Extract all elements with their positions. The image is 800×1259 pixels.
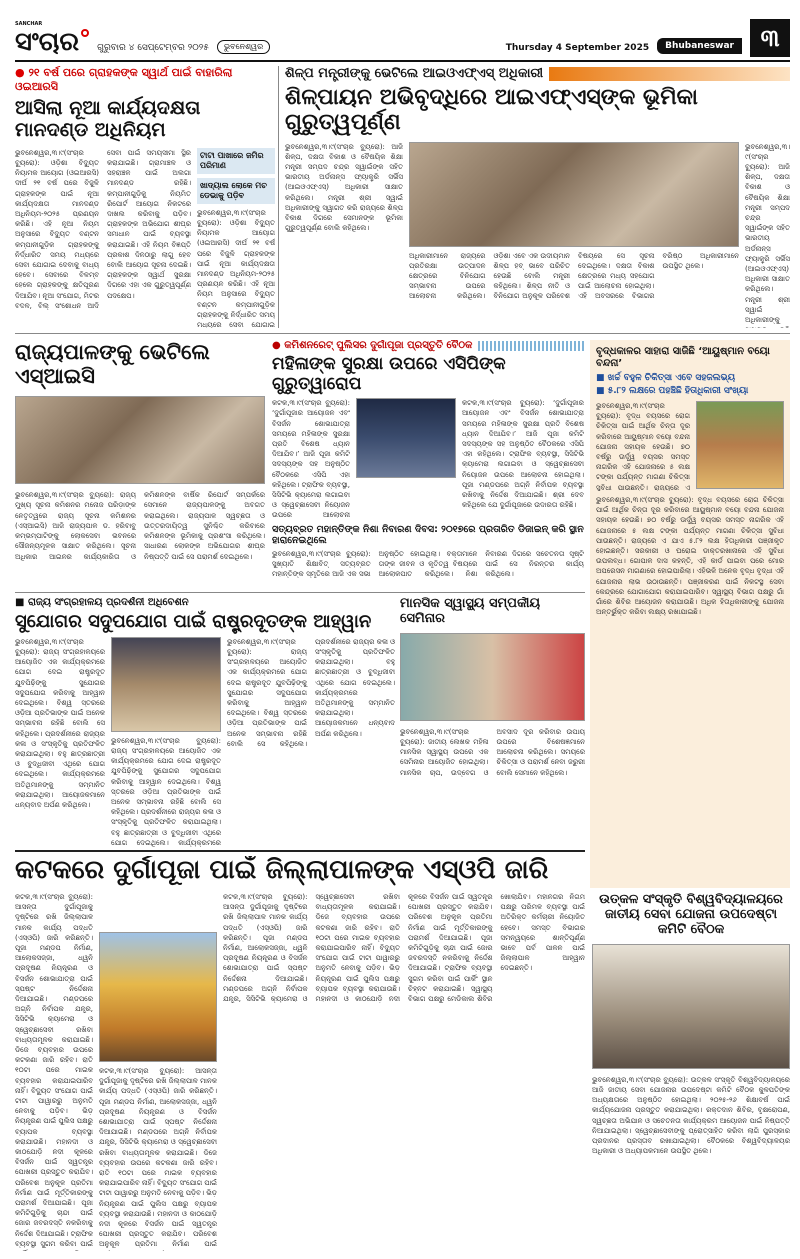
article-content: [285, 142, 790, 328]
article-headline: ସୁଯୋଗର ସଦୁପଯୋଗ ପାଇଁ ରାଷ୍ଟ୍ରଦୂତଙ୍କ ଆହ୍ୱାନ: [15, 611, 372, 632]
article-headline: ମାନସିକ ସ୍ୱାସ୍ଥ୍ୟ ସମ୍ପର୍କୀୟ ସେମିନାର: [400, 597, 541, 626]
article-headline: ଉତ୍କଳ ସଂସ୍କୃତି ବିଶ୍ୱବିଦ୍ୟାଳୟରେ ଜାତୀୟ ସେବା ଯୋଜନା ଉପଦେଷ୍ଟା କମିଟି ବୈଠକ: [599, 893, 783, 937]
article-efficiency-standards: [15, 66, 275, 328]
article-headline: ବୃଦ୍ଧକାଳର ସାହାରା ସାଜିଛି ‘ଆୟୁଷ୍ମାନ ବୟୋ ବନ୍ଦନା’: [596, 346, 770, 369]
article-body: ଭୁବନେଶ୍ୱର,୩।୯(ସଂଚାର ବ୍ୟୁରୋ): ବୃଦ୍ଧ ବୟସରେ ରୋଗ ଚିକିତ୍ସା ପାଇଁ ଆର୍ଥିକ ଚିନ୍ତା ଦୂର କରିବାରେ ଆୟୁଷ୍ମାନ ବୟୋ ବନ୍ଦନା ଯୋଜନା ସହାୟକ ହେଉଛି। ୭୦ ବର୍ଷରୁ ଊର୍ଦ୍ଧ୍ୱ ବୟସର ସମସ୍ତ ନାଗରିକ ଏହି ଯୋଜନାରେ ୫ ଲକ୍ଷ ଟଙ୍କା ପର୍ଯ୍ୟନ୍ତ ମାଗଣା ଚିକିତ୍ସା ସୁବିଧା ପାଉଛନ୍ତି। ରାଜ୍ୟରେ ଏ: [596, 402, 690, 491]
side-note-1: ଟାଟା ପାଖାରେ ଜମିର ପରିମାଣ: [197, 148, 275, 174]
article-acp-safety: [272, 340, 584, 590]
article-durga-puja-sop: [15, 856, 585, 1251]
article-body: ଭୁବନେଶ୍ୱର,୩।୯(ସଂଚାର ବ୍ୟୁରୋ): ଉତ୍କଳ ସଂସ୍କୃତି ବିଶ୍ୱବିଦ୍ୟାଳୟରେ ଆଜି ଜାତୀୟ ସେବା ଯୋଜନାର ଉପଦେଷ୍ଟା କମିଟି ବୈଠକ କୁଳପତିଙ୍କ ଅଧ୍ୟକ୍ଷତାରେ ଅନୁଷ୍ଠିତ ହୋଇଥିଲା। ୨୦୨୫-୨୬ ଶିକ୍ଷାବର୍ଷ ପାଇଁ କାର୍ଯ୍ୟଯୋଜନା ପ୍ରସ୍ତୁତ କରାଯାଇଥିଲା। ରକ୍ତଦାନ ଶିବିର, ବୃକ୍ଷରୋପଣ, ସ୍ୱଚ୍ଛତା ଅଭିଯାନ ଓ ସଚେତନତା କାର୍ଯ୍ୟକ୍ରମ ଆୟୋଜନ ପାଇଁ ନିଷ୍ପତ୍ତି ନିଆଯାଇଥିଲା। ସ୍ୱେଚ୍ଛାସେବୀଙ୍କୁ ପ୍ରୋତ୍ସାହିତ କରିବା ଲାଗି ପୁରସ୍କାର ପ୍ରଦାନର ପ୍ରସ୍ତାବ ରଖାଯାଇଥିଲା। ବୈଠକରେ ବିଶ୍ୱବିଦ୍ୟାଳୟର ଅଧିକାରୀ ଓ ଅଧ୍ୟାପକମାନେ ଉପସ୍ଥିତ ଥିଲେ।: [592, 1075, 790, 1156]
row-divider: [15, 333, 790, 334]
article-mental-health: [400, 597, 585, 847]
side-note-2: ଖାଦ୍ୟାଲ ଲୋକେ ମଚ ଡେଭାକୁ ପଡ଼ିବ: [197, 178, 275, 204]
seminar-photo: [400, 633, 585, 721]
award-photo: [111, 637, 221, 732]
bullet-point: ■ ଖର୍ଚ୍ଚ ବହୁଳ ଚିକିତ୍ସା ଏବେ ସହଜଲଭ୍ୟ: [596, 373, 736, 383]
article-body-right-col: ଭୁବନେଶ୍ୱର,୩।୯(ସଂଚାର ବ୍ୟୁରୋ): ଆଜି ଶିଳ୍ପ, ଦକ୍ଷତା ବିକାଶ ଓ ବୈଷୟିକ ଶିକ୍ଷା ମନ୍ତ୍ରୀ ସମ୍ପଦ ଚନ୍ଦ୍ର ସ୍ୱାଇଁଙ୍କ ସହିତ ଭାରତୀୟ ଅର୍ଡନାନ୍ସ ଫ୍ୟାକ୍ଟ୍ରି ସର୍ଭିସ (ଆଇଓଏଫ୍‌ଏସ୍) ଅଧିକାରୀ ସାକ୍ଷାତ କରିଥିଲେ। ମନ୍ତ୍ରୀ ଶ୍ରୀ ସ୍ୱାଇଁ ଅଧିକାରୀଙ୍କୁ: [745, 142, 790, 325]
article-body-cont: କଟକ,୩।୯(ସଂଚାର ବ୍ୟୁରୋ): ‘ଦୁର୍ଗାପୂଜାର ଆୟୋଜନ ଏବଂ ବିସର୍ଜନ ଶୋଭାଯାତ୍ରା ସମୟରେ ମହିଳାଙ୍କ ସୁରକ୍ଷା ପ୍ରତି ବିଶେଷ ଧ୍ୟାନ ଦିଆଯିବ।’ ଆଜି ପୂଜା କମିଟି ସଦସ୍ୟଙ୍କ ସହ ଅନୁଷ୍ଠିତ ବୈଠକରେ ଏସିପି ଏହା କହିଥିଲେ। ଟ୍ରାଫିକ ବ୍ୟବସ୍ଥା, ସିସିଟିଭି କ୍ୟାମେରା ଲଗାଇବା ଓ ସ୍ୱେଚ୍ଛାସେବୀ ନିୟୋଜନ ଉପରେ ଆଲୋଚନା ହୋଇଥିଲା। ପୂଜା ମଣ୍ଡପରେ ଅଗ୍ନି ନିର୍ବାପକ ବ୍ୟବସ୍ଥା ରଖିବାକୁ ନିର୍ଦ୍ଦେଶ ଦିଆଯାଇଛି। ଶ୍ରୀ ଦେବ କହିଥିଲେ ଯେ ଦୁର୍ଗାପୂଜାରେ ଉଦାରତା ରହିଛି।: [462, 399, 584, 510]
article-body-cont2: କଟକ,୩।୯(ସଂଚାର ବ୍ୟୁରୋ): ଆସନ୍ତା ଦୁର୍ଗାପୂଜାକୁ ଦୃଷ୍ଟିରେ ରଖି ଜିଲ୍ଲାପାଳ ମାନକ କାର୍ଯ୍ୟ ପଦ୍ଧତି (ଏସ୍‌ଓପି) ଜାରି କରିଛନ୍ତି। ପୂଜା ମଣ୍ଡପ ନିର୍ମାଣ, ଆଲୋକସଜ୍ଜା, ଧ୍ୱନି ପ୍ରଦୂଷଣ ନିୟନ୍ତ୍ରଣ ଓ ବିସର୍ଜନ ଶୋଭାଯାତ୍ରା ପାଇଁ ସ୍ପଷ୍ଟ ନିର୍ଦ୍ଦେଶନା ଦିଆଯାଇଛି। ମଣ୍ଡପରେ ଅଗ୍ନି ନିର୍ବାପକ ଯନ୍ତ୍ର, ସିସିଟିଭି କ୍ୟାମେରା ଓ ସ୍ୱେଚ୍ଛାସେବୀ ରଖିବା ବାଧ୍ୟତାମୂଳକ କରାଯାଇଛି। ଡିଜେ ବ୍ୟବହାର ଉପରେ କଟକଣା ଜାରି ରହିବ। ରାତି ୧୦ଟା ପରେ ମାଇକ ବ୍ୟବହାର କରାଯାଇପାରିବ ନାହିଁ। ବିଦ୍ୟୁତ ସଂଯୋଗ ପାଇଁ ଟାଟା ପାୱାରରୁ ଅନୁମତି ନେବାକୁ ପଡ଼ିବ। ଭିଡ଼ ନିୟନ୍ତ୍ରଣ ପାଇଁ ପୁଲିସ ପକ୍ଷରୁ ବ୍ୟାପକ ବ୍ୟବସ୍ଥା କରାଯାଉଛି। ମହାନଦୀ ଓ କାଠଯୋଡ଼ି ନଦୀ କୂଳରେ ବିସର୍ଜନ ପାଇଁ ସ୍ୱତନ୍ତ୍ର ପୋଖରୀ ପ୍ରସ୍ତୁତ କରାଯିବ। ପରିବେଶ ଅନୁକୂଳ ପ୍ରତିମା ନିର୍ମାଣ ପାଇଁ ମୂର୍ତ୍ତିକାରଙ୍କୁ ପରାମର୍ଶ ଦିଆଯାଇଛି। ପୂଜା କମିଟିଗୁଡ଼ିକୁ ଚାନ୍ଦା ପାଇଁ ଜୋର ଜବରଦସ୍ତି ନକରିବାକୁ ନିର୍ଦ୍ଦେଶ ଦିଆଯାଇଛି। ଟ୍ରାଫିକ ବ୍ୟବସ୍ଥା ସୁଗମ କରିବା ପାଇଁ ପାର୍କିଂ ସ୍ଥାନ ଚିହ୍ନଟ କରାଯାଇଛି। ସ୍ୱାସ୍ଥ୍ୟ ବିଭାଗ ପକ୍ଷରୁ ମେଡିକାଲ ଶିବିର ଖୋଲାଯିବ। ମହାନଗର ନିଗମ ପକ୍ଷରୁ ପରିମଳ ବ୍ୟବସ୍ଥା ପାଇଁ ଅତିରିକ୍ତ କର୍ମଚାରୀ ନିୟୋଜିତ ହେବେ। ସମସ୍ତ ବିଭାଗର ସମନ୍ୱୟରେ ଶାନ୍ତିପୂର୍ଣ୍ଣ ଭାବେ ପର୍ବ ପାଳନ ପାଇଁ ଜିଲ୍ଲାପାଳ ଆହ୍ୱାନ ଦେଇଛନ୍ତି।: [223, 892, 585, 1003]
sub-article-body: ଭୁବନେଶ୍ୱର,୩।୯(ସଂଚାର ବ୍ୟୁରୋ): ସୁଖ୍ୟାତି ଶିକ୍ଷାବିତ୍ ସତ୍ୟବ୍ରତ ମହାନ୍ତିଙ୍କ ସ୍ମୃତିରେ ଆଜି ଏକ ସଭା ଅନୁଷ୍ଠିତ ହୋଇଥିଲା। ବକ୍ତାମାନେ ତାଙ୍କ ଜୀବନ ଓ କୃତିତ୍ୱ ବିଷୟରେ ଆଲୋକପାତ କରିଥିଲେ। ନିଶା ନିବାରଣ ଦିଗରେ ସଚେତନତା ସୃଷ୍ଟି ପାଇଁ ସେ ନିରନ୍ତର କାର୍ଯ୍ୟ କରିଥିଲେ।: [272, 550, 584, 579]
article-content: [272, 398, 584, 521]
row-divider: [15, 850, 585, 852]
article-body: ଭୁବନେଶ୍ୱର,୩।୯(ସଂଚାର ବ୍ୟୁରୋ): ଜାତୀୟ ଲେଖକ ମହିଳା ମାନସିକ ସ୍ୱାସ୍ଥ୍ୟ ଉପରେ ଏକ ସେମିନାର ଆୟୋଜିତ ହୋଇଥିଲା। ମାନସିକ ଚାପ, ଉଦ୍‌ବେଗ ଓ ଅବସାଦ ଦୂର କରିବାର ଉପାୟ ଉପରେ ବିଶେଷଜ୍ଞମାନେ ଆଲୋଚନା କରିଥିଲେ। ସମୟରେ ଚିକିତ୍ସା ଓ ପରାମର୍ଶ ନେବା ଜରୁରୀ ବୋଲି ସେମାନେ କହିଥିଲେ।: [400, 727, 585, 777]
logo-dot-icon: [81, 29, 89, 37]
article-sic-governor: [15, 340, 265, 590]
sub-article-headline: ସତ୍ୟବ୍ରତ ମହାନ୍ତିଙ୍କ ନିଶା ନିବାରଣ ଦିବସ: ୨୦୧୭ରେ ପ୍ରତାରିତ ଡିଜାଇନ୍ କରି ସ୍ଥାନ ହାରାନେଇଥିଲେ: [272, 524, 584, 547]
article-body-cont: କଟକ,୩।୯(ସଂଚାର ବ୍ୟୁରୋ): ଆସନ୍ତା ଦୁର୍ଗାପୂଜାକୁ ଦୃଷ୍ଟିରେ ରଖି ଜିଲ୍ଲାପାଳ ମାନକ କାର୍ଯ୍ୟ ପଦ୍ଧତି (ଏସ୍‌ଓପି) ଜାରି କରିଛନ୍ତି। ପୂଜା ମଣ୍ଡପ ନିର୍ମାଣ, ଆଲୋକସଜ୍ଜା, ଧ୍ୱନି ପ୍ରଦୂଷଣ ନିୟନ୍ତ୍ରଣ ଓ ବିସର୍ଜନ ଶୋଭାଯାତ୍ରା ପାଇଁ ସ୍ପଷ୍ଟ ନିର୍ଦ୍ଦେଶନା ଦିଆଯାଇଛି। ମଣ୍ଡପରେ ଅଗ୍ନି ନିର୍ବାପକ ଯନ୍ତ୍ର, ସିସିଟିଭି କ୍ୟାମେରା ଓ ସ୍ୱେଚ୍ଛାସେବୀ ରଖିବା ବାଧ୍ୟତାମୂଳକ କରାଯାଇଛି। ଡିଜେ ବ୍ୟବହାର ଉପରେ କଟକଣା ଜାରି ରହିବ। ରାତି ୧୦ଟା ପରେ ମାଇକ ବ୍ୟବହାର କରାଯାଇପାରିବ ନାହିଁ। ବିଦ୍ୟୁତ ସଂଯୋଗ ପାଇଁ ଟାଟା ପାୱାରରୁ ଅନୁମତି ନେବାକୁ ପଡ଼ିବ। ଭିଡ଼ ନିୟନ୍ତ୍ରଣ ପାଇଁ ପୁଲିସ ପକ୍ଷରୁ ବ୍ୟାପକ ବ୍ୟବସ୍ଥା କରାଯାଉଛି। ମହାନଦୀ ଓ କାଠଯୋଡ଼ି ନଦୀ କୂଳରେ ବିସର୍ଜନ ପାଇଁ ସ୍ୱତନ୍ତ୍ର ପୋଖରୀ ପ୍ରସ୍ତୁତ କରାଯିବ। ପରିବେଶ ଅନୁକୂଳ ପ୍ରତିମା ନିର୍ମାଣ ପାଇଁ: [99, 1066, 217, 1249]
page-number: ୩: [750, 19, 790, 57]
article-ambassador: [15, 597, 395, 847]
article-top-row: [596, 401, 784, 491]
logo-block: [15, 21, 89, 57]
side-notes: [197, 148, 275, 328]
article-body: ଭୁବନେଶ୍ୱର,୩।୯(ସଂଚାର ବ୍ୟୁରୋ): ରାଜ୍ୟ ସଂଗ୍ରହାଳୟରେ ଆୟୋଜିତ ଏକ କାର୍ଯ୍ୟକ୍ରମରେ ଯୋଗ ଦେଇ ରାଷ୍ଟ୍ରଦୂତ ଯୁବପିଢ଼ିଙ୍କୁ ସୁଯୋଗର ସଦୁପଯୋଗ କରିବାକୁ ଆହ୍ୱାନ ଦେଇଥିଲେ। ବିଶ୍ୱ ସ୍ତରରେ ଓଡ଼ିଆ ପ୍ରତିଭାଙ୍କ ପାଇଁ ଅନେକ ସମ୍ଭାବନା ରହିଛି ବୋଲି ସେ କହିଥିଲେ। ପ୍ରଦର୍ଶନୀରେ ରାଜ୍ୟର କଳା ଓ ସଂସ୍କୃତିକୁ ପ୍ରତିଫଳିତ କରାଯାଇଥିଲା। ବହୁ ଛାତ୍ରଛାତ୍ରୀ ଓ ବୁଦ୍ଧିଜୀବୀ ଏଥିରେ ଯୋଗ ଦେଇଥିଲେ। କାର୍ଯ୍ୟକ୍ରମରେ ଅତିଥିମାନଙ୍କୁ ସମ୍ମାନିତ କରାଯାଇଥିଲା। ଆୟୋଜକମାନେ ଧନ୍ୟବାଦ ଅର୍ପଣ କରିଥିଲେ।: [15, 637, 105, 809]
article-content: [15, 148, 275, 328]
date-odia: ଗୁରୁବାର ୪ ସେପ୍ଟେମ୍ବର ୨୦୨୫: [97, 43, 209, 53]
puja-pandal-photo: [99, 932, 217, 1062]
masthead: [15, 18, 790, 62]
article-headline: ମହିଳାଙ୍କ ସୁରକ୍ଷା ଉପରେ ଏସିପିଙ୍କ ଗୁରୁତ୍ୱାରୋପ: [272, 354, 506, 394]
article-iofs-officers: [285, 66, 790, 328]
bullet-point: ■ ୫.୮୨ ଲକ୍ଷରେ ପହଞ୍ଚିଛି ହିତାଧିକାରୀ ସଂଖ୍ୟା: [596, 386, 749, 396]
article-body-cont: ଭୁବନେଶ୍ୱର,୩।୯(ସଂଚାର ବ୍ୟୁରୋ): ଓଡ଼ିଶା ବିଦ୍ୟୁତ ନିୟାମକ ଆୟୋଗ (ଓଇଆରସି) ଦୀର୍ଘ ୨୧ ବର୍ଷ ପରେ ବିଜୁଳି ଗ୍ରାହକଙ୍କ ପାଇଁ ନୂଆ କାର୍ଯ୍ୟଦକ୍ଷତା ମାନଦଣ୍ଡ ଅଧିନିୟମ-୨୦୨୫ ପ୍ରଣୟନ କରିଛି। ଏହି ନୂଆ ନିୟମ ଅନୁସାରେ ବିଦ୍ୟୁତ ବଣ୍ଟନ କମ୍ପାନୀଗୁଡ଼ିକ ଗ୍ରାହକଙ୍କୁ ନିର୍ଦ୍ଧାରିତ ସମୟ ମଧ୍ୟରେ ସେବା ଯୋଗାଇ: [197, 208, 275, 328]
article-body: କଟକ,୩।୯(ସଂଚାର ବ୍ୟୁରୋ): ଆସନ୍ତା ଦୁର୍ଗାପୂଜାକୁ ଦୃଷ୍ଟିରେ ରଖି ଜିଲ୍ଲାପାଳ ମାନକ କାର୍ଯ୍ୟ ପଦ୍ଧତି (ଏସ୍‌ଓପି) ଜାରି କରିଛନ୍ତି। ପୂଜା ମଣ୍ଡପ ନିର୍ମାଣ, ଆଲୋକସଜ୍ଜା, ଧ୍ୱନି ପ୍ରଦୂଷଣ ନିୟନ୍ତ୍ରଣ ଓ ବିସର୍ଜନ ଶୋଭାଯାତ୍ରା ପାଇଁ ସ୍ପଷ୍ଟ ନିର୍ଦ୍ଦେଶନା ଦିଆଯାଇଛି। ମଣ୍ଡପରେ ଅଗ୍ନି ନିର୍ବାପକ ଯନ୍ତ୍ର, ସିସିଟିଭି କ୍ୟାମେରା ଓ ସ୍ୱେଚ୍ଛାସେବୀ ରଖିବା ବାଧ୍ୟତାମୂଳକ କରାଯାଇଛି। ଡିଜେ ବ୍ୟବହାର ଉପରେ କଟକଣା ଜାରି ରହିବ। ରାତି ୧୦ଟା ପରେ ମାଇକ ବ୍ୟବହାର କରାଯାଇପାରିବ ନାହିଁ। ବିଦ୍ୟୁତ ସଂଯୋଗ ପାଇଁ ଟାଟା ପାୱାରରୁ ଅନୁମତି ନେବାକୁ ପଡ଼ିବ। ଭିଡ଼ ନିୟନ୍ତ୍ରଣ ପାଇଁ ପୁଲିସ ପକ୍ଷରୁ ବ୍ୟାପକ ବ୍ୟବସ୍ଥା କରାଯାଉଛି। ମହାନଦୀ ଓ କାଠଯୋଡ଼ି ନଦୀ କୂଳରେ ବିସର୍ଜନ ପାଇଁ ସ୍ୱତନ୍ତ୍ର ପୋଖରୀ ପ୍ରସ୍ତୁତ କରାଯିବ। ପରିବେଶ ଅନୁକୂଳ ପ୍ରତିମା ନିର୍ମାଣ ପାଇଁ ମୂର୍ତ୍ତିକାରଙ୍କୁ ପରାମର୍ଶ ଦିଆଯାଇଛି। ପୂଜା କମିଟିଗୁଡ଼ିକୁ ଚାନ୍ଦା ପାଇଁ ଜୋର ଜବରଦସ୍ତି ନକରିବାକୁ ନିର୍ଦ୍ଦେଶ ଦିଆଯାଇଛି। ଟ୍ରାଫିକ ବ୍ୟବସ୍ଥା ସୁଗମ କରିବା ପାଇଁ: [15, 892, 93, 1248]
article-body-left: ଭୁବନେଶ୍ୱର,୩।୯(ସଂଚାର ବ୍ୟୁରୋ): ଆଜି ଶିଳ୍ପ, ଦକ୍ଷତା ବିକାଶ ଓ ବୈଷୟିକ ଶିକ୍ଷା ମନ୍ତ୍ରୀ ସମ୍ପଦ ଚନ୍ଦ୍ର ସ୍ୱାଇଁଙ୍କ ସହିତ ଭାରତୀୟ ଅର୍ଡନାନ୍ସ ଫ୍ୟାକ୍ଟ୍ରି ସର୍ଭିସ (ଆଇଓଏଫ୍‌ଏସ୍) ଅଧିକାରୀ ସାକ୍ଷାତ କରିଥିଲେ। ମନ୍ତ୍ରୀ ଶ୍ରୀ ସ୍ୱାଇଁ ଅଧିକାରୀଙ୍କୁ ସ୍ୱାଗତ କରି ରାଜ୍ୟରେ ଶିଳ୍ପ ବିକାଶ ଦିଗରେ ସେମାନଙ୍କ ଭୂମିକା ଗୁରୁତ୍ୱପୂର୍ଣ୍ଣ ବୋଲି କହିଥିଲେ।: [285, 142, 403, 233]
article-body: କଟକ,୩।୯(ସଂଚାର ବ୍ୟୁରୋ): ‘ଦୁର୍ଗାପୂଜାର ଆୟୋଜନ ଏବଂ ବିସର୍ଜନ ଶୋଭାଯାତ୍ରା ସମୟରେ ମହିଳାଙ୍କ ସୁରକ୍ଷା ପ୍ରତି ବିଶେଷ ଧ୍ୟାନ ଦିଆଯିବ।’ ଆଜି ପୂଜା କମିଟି ସଦସ୍ୟଙ୍କ ସହ ଅନୁଷ୍ଠିତ ବୈଠକରେ ଏସିପି ଏହା କହିଥିଲେ। ଟ୍ରାଫିକ ବ୍ୟବସ୍ଥା, ସିସିଟିଭି କ୍ୟାମେରା ଲଗାଇବା ଓ ସ୍ୱେଚ୍ଛାସେବୀ ନିୟୋଜନ ଉପରେ ଆଲୋଚନା: [272, 399, 350, 520]
article-content: [15, 892, 585, 1251]
article-kicker: ● ୨୧ ବର୍ଷ ପରେ ଗ୍ରାହକଙ୍କ ସ୍ୱାର୍ଥ ପାଇଁ ବାହାରିଲା ଓଇଆରସି: [15, 66, 233, 93]
article-body-right: ଅଧିକାରୀମାନେ ରାଜ୍ୟରେ ପ୍ରତିରକ୍ଷା ଉତ୍ପାଦନ କ୍ଷେତ୍ରରେ ବିନିଯୋଗ ସମ୍ଭାବନା ଉପରେ ଆଲୋଚନା କରିଥିଲେ। ଓଡ଼ିଶା ଏବେ ଏକ ଉଦୀୟମାନ ଶିଳ୍ପ ହବ୍ ଭାବେ ପରିଚିତ ହେଉଛି ବୋଲି ମନ୍ତ୍ରୀ କହିଥିଲେ। ଶିଳ୍ପ ନୀତି ଓ ବିନିଯୋଗ ଅନୁକୂଳ ପରିବେଶ ବିଷୟରେ ସେ ସୂଚନା ଦେଇଥିଲେ। ଦକ୍ଷତା ବିକାଶ କ୍ଷେତ୍ରରେ ମଧ୍ୟ ସହଯୋଗ ପାଇଁ ଆଲୋଚନା ହୋଇଥିଲା। ଏହି ଅବସରରେ ବିଭାଗର ବରିଷ୍ଠ ଅଧିକାରୀମାନେ ଉପସ୍ଥିତ ଥିଲେ।: [409, 251, 739, 301]
kicker-row: [285, 66, 790, 81]
photo-column: [111, 637, 221, 847]
committee-meeting-photo: [592, 944, 790, 1069]
row-divider: [15, 592, 585, 593]
acp-portrait-photo: [356, 398, 456, 478]
article-body-cont: ଭୁବନେଶ୍ୱର,୩।୯(ସଂଚାର ବ୍ୟୁରୋ): ବୃଦ୍ଧ ବୟସରେ ରୋଗ ଚିକିତ୍ସା ପାଇଁ ଆର୍ଥିକ ଚିନ୍ତା ଦୂର କରିବାରେ ଆୟୁଷ୍ମାନ ବୟୋ ବନ୍ଦନା ଯୋଜନା ସହାୟକ ହେଉଛି। ୭୦ ବର୍ଷରୁ ଊର୍ଦ୍ଧ୍ୱ ବୟସର ସମସ୍ତ ନାଗରିକ ଏହି ଯୋଜନାରେ ୫ ଲକ୍ଷ ଟଙ୍କା ପର୍ଯ୍ୟନ୍ତ ମାଗଣା ଚିକିତ୍ସା ସୁବିଧା ପାଉଛନ୍ତି। ରାଜ୍ୟରେ ଏ ଯାଏ ୫.୮୨ ଲକ୍ଷ ହିତାଧିକାରୀ ପଞ୍ଜୀକୃତ ହୋଇଛନ୍ତି। ସରକାରୀ ଓ ଘରୋଇ ଡାକ୍ତରଖାନାରେ ଏହି ସୁବିଧା ଉପଲବ୍ଧ। ଗୋପାଳ ଦାସ କହନ୍ତି, ଏହି କାର୍ଡ ପାଇବା ପରେ ମୋର ଅପରେସନ ମାଗଣାରେ ହୋଇପାରିଲା। ଏହିଭଳି ଅନେକ ବୃଦ୍ଧ ବୃଦ୍ଧା ଏହି ଯୋଜନାର ଲାଭ ଉଠାଉଛନ୍ତି। ପଞ୍ଜୀକରଣ ପାଇଁ ନିକଟସ୍ଥ ସେବା କେନ୍ଦ୍ରରେ ଯୋଗାଯୋଗ କରାଯାଇପାରିବ। ସ୍ୱାସ୍ଥ୍ୟ ବିଭାଗ ପକ୍ଷରୁ ଗାଁ ଗାଁରେ ଶିବିର ଆୟୋଜନ କରାଯାଉଛି। ଅଧିକ ହିତାଧିକାରୀଙ୍କୁ ଯୋଜନା ଅନ୍ତର୍ଭୁକ୍ତ କରିବା ଲକ୍ଷ୍ୟ ରଖାଯାଇଛି।: [596, 496, 784, 617]
article-body: ଭୁବନେଶ୍ୱର,୩।୯(ସଂଚାର ବ୍ୟୁରୋ): ଓଡ଼ିଶା ବିଦ୍ୟୁତ ନିୟାମକ ଆୟୋଗ (ଓଇଆରସି) ଦୀର୍ଘ ୨୧ ବର୍ଷ ପରେ ବିଜୁଳି ଗ୍ରାହକଙ୍କ ପାଇଁ ନୂଆ କାର୍ଯ୍ୟଦକ୍ଷତା ମାନଦଣ୍ଡ ଅଧିନିୟମ-୨୦୨୫ ପ୍ରଣୟନ କରିଛି। ଏହି ନୂଆ ନିୟମ ଅନୁସାରେ ବିଦ୍ୟୁତ ବଣ୍ଟନ କମ୍ପାନୀଗୁଡ଼ିକ ଗ୍ରାହକଙ୍କୁ ନିର୍ଦ୍ଧାରିତ ସମୟ ମଧ୍ୟରେ ସେବା ଯୋଗାଇ ଦେବାକୁ ବାଧ୍ୟ ହେବେ। ସେବାରେ ବିଳମ୍ବ ହେଲେ ଗ୍ରାହକଙ୍କୁ କ୍ଷତିପୂରଣ ଦିଆଯିବ। ନୂଆ ସଂଯୋଗ, ମିଟର ବଦଳ, ବିଲ୍ ସଂଶୋଧନ ଆଦି ସେବା ପାଇଁ ସମୟସୀମା ସ୍ଥିର କରାଯାଇଛି। ଗ୍ରାମାଞ୍ଚଳ ଓ ସହରାଞ୍ଚଳ ପାଇଁ ଅଲଗା ମାନଦଣ୍ଡ ରହିଛି। କମ୍ପାନୀଗୁଡ଼ିକୁ ନିୟମିତ ରିପୋର୍ଟ ଆୟୋଗ ନିକଟରେ ଦାଖଲ କରିବାକୁ ପଡ଼ିବ। ଗ୍ରାହକଙ୍କ ଅଭିଯୋଗ ଶୀଘ୍ର ସମାଧାନ ପାଇଁ ବ୍ୟବସ୍ଥା କରାଯାଇଛି। ଏହି ନିୟମ ବିଜ୍ଞପ୍ତି ପ୍ରକାଶ ଦିନଠାରୁ ଲାଗୁ ହେବ ବୋଲି ଆୟୋଗ ସୂଚନା ଦେଇଛି। ଗ୍ରାହକଙ୍କ ସ୍ୱାର୍ଥ ସୁରକ୍ଷା ଦିଗରେ ଏହା ଏକ ଗୁରୁତ୍ୱପୂର୍ଣ୍ଣ ପଦକ୍ଷେପ।: [15, 148, 191, 310]
city-english: Bhubaneswar: [657, 38, 742, 54]
kicker-bar: [549, 67, 790, 81]
article-body-cont: ଭୁବନେଶ୍ୱର,୩।୯(ସଂଚାର ବ୍ୟୁରୋ): ରାଜ୍ୟ ସଂଗ୍ରହାଳୟରେ ଆୟୋଜିତ ଏକ କାର୍ଯ୍ୟକ୍ରମରେ ଯୋଗ ଦେଇ ରାଷ୍ଟ୍ରଦୂତ ଯୁବପିଢ଼ିଙ୍କୁ ସୁଯୋଗର ସଦୁପଯୋଗ କରିବାକୁ ଆହ୍ୱାନ ଦେଇଥିଲେ। ବିଶ୍ୱ ସ୍ତରରେ ଓଡ଼ିଆ ପ୍ରତିଭାଙ୍କ ପାଇଁ ଅନେକ ସମ୍ଭାବନା ରହିଛି ବୋଲି ସେ କହିଥିଲେ। ପ୍ରଦର୍ଶନୀରେ ରାଜ୍ୟର କଳା ଓ ସଂସ୍କୃତିକୁ ପ୍ରତିଫଳିତ କରାଯାଇଥିଲା। ବହୁ ଛାତ୍ରଛାତ୍ରୀ ଓ ବୁଦ୍ଧିଜୀବୀ ଏଥିରେ ଯୋଗ ଦେଇଥିଲେ। କାର୍ଯ୍ୟକ୍ରମରେ ଅତିଥିମାନଙ୍କୁ ସମ୍ମାନିତ କରାଯାଇଥିଲା। ଆୟୋଜକମାନେ ଧନ୍ୟବାଦ ଅର୍ପଣ କରିଥିଲେ।: [227, 637, 395, 748]
article-content: [15, 637, 395, 847]
article-headline: କଟକରେ ଦୁର୍ଗାପୂଜା ପାଇଁ ଜିଲ୍ଲାପାଳଙ୍କ ଏସ୍‌ଓପି ଜାରି: [15, 856, 549, 885]
kicker-row: [272, 340, 584, 351]
meeting-photo: [409, 142, 739, 247]
article-ayushman-box: [590, 340, 790, 888]
elderly-woman-photo: [696, 401, 784, 489]
column-divider: [278, 66, 279, 328]
article-nss-committee: [592, 893, 790, 1248]
date-english: Thursday 4 September 2025: [505, 43, 650, 53]
article-headline: ରାଜ୍ୟପାଳଙ୍କୁ ଭେଟିଲେ ଏସ୍‌ଆଇସି: [15, 340, 210, 389]
logo-subtitle: SANCHAR: [15, 21, 43, 27]
city-odia: ଭୁବନେଶ୍ୱର: [217, 40, 270, 54]
governor-meeting-photo: [15, 396, 265, 484]
photo-column: [409, 142, 739, 328]
logo-row: [15, 27, 89, 57]
article-kicker: ■ ରାଜ୍ୟ ସଂଗ୍ରହାଳୟ ପ୍ରଦର୍ଶନୀ ଅଧିବେଶନ: [15, 597, 189, 608]
article-headline: ଶିଳ୍ପାୟନ ଅଭିବୃଦ୍ଧିରେ ଆଇଏଫ୍‌ଏସ୍‌ଙ୍କ ଭୂମିକା ଗୁରୁତ୍ୱପୂର୍ଣ୍ଣ: [285, 85, 698, 136]
kicker-bar: [478, 341, 584, 351]
article-body: ଭୁବନେଶ୍ୱର,୩।୯(ସଂଚାର ବ୍ୟୁରୋ): ରାଜ୍ୟ ମୁଖ୍ୟ ସୂଚନା କମିଶନର ମନୋଜ ପରିଡ଼ାଙ୍କ ନେତୃତ୍ୱରେ ରାଜ୍ୟ ସୂଚନା କମିଶନର (ଏସ୍‌ଆଇସି) ଆଜି ରାଜ୍ୟପାଳ ଡ. ହରିବାବୁ କମ୍ଭମ୍ପାଟିଙ୍କୁ ଲୋକସେବା ଭବନରେ ସୌଜନ୍ୟମୂଳକ ସାକ୍ଷାତ କରିଥିଲେ। ସୂଚନା ଅଧିକାର ଆଇନର କାର୍ଯ୍ୟକାରିତା ଓ କମିଶନଙ୍କ ବାର୍ଷିକ ରିପୋର୍ଟ ସମ୍ପର୍କରେ ସେମାନେ ରାଜ୍ୟପାଳଙ୍କୁ ଅବଗତ କରାଇଥିଲେ। ରାଜ୍ୟପାଳ ସ୍ୱଚ୍ଛତା ଓ ଉତ୍ତରଦାୟିତ୍ୱ ସୁନିଶ୍ଚିତ କରିବାରେ କମିଶନଙ୍କ ଭୂମିକାକୁ ପ୍ରଶଂସା କରିଥିଲେ। ସାଧାରଣ ଲୋକଙ୍କ ଅଭିଯୋଗର ଶୀଘ୍ର ନିଷ୍ପତ୍ତି ପାଇଁ ସେ ପରାମର୍ଶ ଦେଇଥିଲେ।: [15, 491, 265, 561]
article-kicker: ଶିଳ୍ପ ମନ୍ତ୍ରୀଙ୍କୁ ଭେଟିଲେ ଆଇଓଏଫ୍‌ଏସ୍ ଅଧିକାରୀ: [285, 66, 544, 81]
newspaper-logo: ସଂଚାର: [15, 27, 80, 57]
article-kicker: ● କମିଶନରେଟ୍ ପୁଲିସର ଦୁର୍ଗାପୂଜା ପ୍ରସ୍ତୁତି ବୈଠକ: [272, 340, 473, 351]
article-body-cont2: ଭୁବନେଶ୍ୱର,୩।୯(ସଂଚାର ବ୍ୟୁରୋ): ରାଜ୍ୟ ସଂଗ୍ରହାଳୟରେ ଆୟୋଜିତ ଏକ କାର୍ଯ୍ୟକ୍ରମରେ ଯୋଗ ଦେଇ ରାଷ୍ଟ୍ରଦୂତ ଯୁବପିଢ଼ିଙ୍କୁ ସୁଯୋଗର ସଦୁପଯୋଗ କରିବାକୁ ଆହ୍ୱାନ ଦେଇଥିଲେ। ବିଶ୍ୱ ସ୍ତରରେ ଓଡ଼ିଆ ପ୍ରତିଭାଙ୍କ ପାଇଁ ଅନେକ ସମ୍ଭାବନା ରହିଛି ବୋଲି ସେ କହିଥିଲେ। ପ୍ରଦର୍ଶନୀରେ ରାଜ୍ୟର କଳା ଓ ସଂସ୍କୃତିକୁ ପ୍ରତିଫଳିତ କରାଯାଇଥିଲା। ବହୁ ଛାତ୍ରଛାତ୍ରୀ ଓ ବୁଦ୍ଧିଜୀବୀ ଏଥିରେ ଯୋଗ ଦେଇଥିଲେ। କାର୍ଯ୍ୟକ୍ରମରେ: [111, 736, 221, 847]
article-headline: ଆସିଲା ନୂଆ କାର୍ଯ୍ୟଦକ୍ଷତା ମାନଦଣ୍ଡ ଅଧିନିୟମ: [15, 97, 201, 141]
photo-column: [99, 892, 217, 1251]
